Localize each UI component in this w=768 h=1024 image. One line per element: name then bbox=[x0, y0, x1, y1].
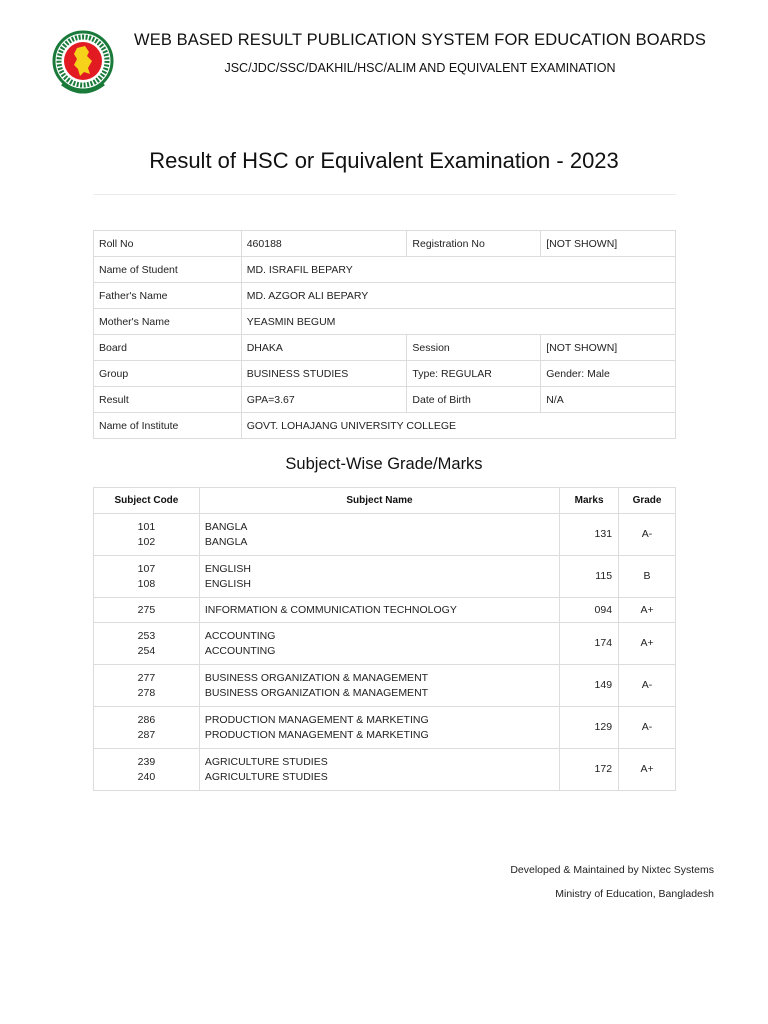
subject-code-cell bbox=[94, 665, 200, 707]
result-value: GPA=3.67 bbox=[241, 387, 407, 413]
grades-section-title: Subject-Wise Grade/Marks bbox=[285, 455, 483, 473]
session-label: Session bbox=[407, 335, 541, 361]
grade-cell: A- bbox=[619, 707, 676, 749]
subject-code-cell bbox=[94, 556, 200, 598]
table-row bbox=[94, 623, 676, 665]
government-seal-icon bbox=[52, 28, 114, 102]
info-row-result bbox=[94, 387, 676, 413]
info-row-board bbox=[94, 335, 676, 361]
subject-name-cell bbox=[199, 749, 559, 791]
subject-code: 108 bbox=[137, 577, 156, 590]
page-title: Result of HSC or Equivalent Examination - 2023 bbox=[149, 148, 619, 173]
subject-code-cell bbox=[94, 707, 200, 749]
grades-body bbox=[94, 514, 676, 791]
subject-name-cell bbox=[199, 707, 559, 749]
roll-value: 460188 bbox=[241, 231, 407, 257]
subject-code: 253 bbox=[137, 629, 156, 642]
roll-label: Roll No bbox=[94, 231, 242, 257]
father-name-label: Father's Name bbox=[94, 283, 242, 309]
header-subject-code: Subject Code bbox=[94, 488, 200, 514]
subject-code: 286 bbox=[137, 713, 156, 726]
marks-cell: 149 bbox=[560, 665, 619, 707]
subject-name: ENGLISH bbox=[204, 577, 251, 590]
subject-code: 278 bbox=[137, 686, 156, 699]
table-row bbox=[94, 665, 676, 707]
grades-table bbox=[93, 487, 676, 791]
table-row bbox=[94, 556, 676, 598]
info-row-name bbox=[94, 257, 676, 283]
institute-label: Name of Institute bbox=[94, 413, 242, 439]
gender-value: Gender: Male bbox=[541, 361, 676, 387]
info-row-father bbox=[94, 283, 676, 309]
info-row-mother bbox=[94, 309, 676, 335]
info-row-institute bbox=[94, 413, 676, 439]
dob-label: Date of Birth bbox=[407, 387, 541, 413]
subject-code-cell bbox=[94, 623, 200, 665]
subject-code: 277 bbox=[137, 671, 156, 684]
header-marks: Marks bbox=[560, 488, 619, 514]
marks-cell: 131 bbox=[560, 514, 619, 556]
ministry-credit: Ministry of Education, Bangladesh bbox=[555, 888, 714, 900]
registration-label: Registration No bbox=[407, 231, 541, 257]
grade-cell: A- bbox=[619, 665, 676, 707]
student-name-label: Name of Student bbox=[94, 257, 242, 283]
father-name-value: MD. AZGOR ALI BEPARY bbox=[241, 283, 675, 309]
institute-value: GOVT. LOHAJANG UNIVERSITY COLLEGE bbox=[241, 413, 675, 439]
subject-code: 287 bbox=[137, 728, 156, 741]
table-row bbox=[94, 707, 676, 749]
group-label: Group bbox=[94, 361, 242, 387]
subject-code: 102 bbox=[137, 535, 156, 548]
grade-cell: A- bbox=[619, 514, 676, 556]
subject-name: AGRICULTURE STUDIES bbox=[204, 770, 328, 783]
subject-name-cell bbox=[199, 556, 559, 598]
student-name-value: MD. ISRAFIL BEPARY bbox=[241, 257, 675, 283]
subject-name-cell bbox=[199, 514, 559, 556]
grade-cell: B bbox=[619, 556, 676, 598]
subject-code: 239 bbox=[137, 755, 156, 768]
dob-value: N/A bbox=[541, 387, 676, 413]
subject-name: PRODUCTION MANAGEMENT & MARKETING bbox=[204, 713, 429, 726]
table-row bbox=[94, 514, 676, 556]
type-value: Type: REGULAR bbox=[407, 361, 541, 387]
site-title: WEB BASED RESULT PUBLICATION SYSTEM FOR EDUCATION BOARDS bbox=[134, 31, 706, 49]
marks-cell: 094 bbox=[560, 598, 619, 623]
table-row bbox=[94, 598, 676, 623]
subject-name: BUSINESS ORGANIZATION & MANAGEMENT bbox=[204, 671, 429, 684]
grades-header-row bbox=[94, 488, 676, 514]
board-label: Board bbox=[94, 335, 242, 361]
marks-cell: 172 bbox=[560, 749, 619, 791]
board-value: DHAKA bbox=[241, 335, 407, 361]
subject-name: BUSINESS ORGANIZATION & MANAGEMENT bbox=[204, 686, 429, 699]
subject-code: 107 bbox=[137, 562, 156, 575]
subject-code: 254 bbox=[137, 644, 156, 657]
registration-value: [NOT SHOWN] bbox=[541, 231, 676, 257]
subject-name: INFORMATION & COMMUNICATION TECHNOLOGY bbox=[204, 603, 457, 616]
site-subtitle: JSC/JDC/SSC/DAKHIL/HSC/ALIM AND EQUIVALENT EXAMINATION bbox=[224, 61, 616, 75]
marks-cell: 174 bbox=[560, 623, 619, 665]
subject-name: ACCOUNTING bbox=[204, 629, 276, 642]
subject-name-cell bbox=[199, 598, 559, 623]
subject-name: ENGLISH bbox=[204, 562, 251, 575]
marks-cell: 129 bbox=[560, 707, 619, 749]
grade-cell: A+ bbox=[619, 749, 676, 791]
grade-cell: A+ bbox=[619, 623, 676, 665]
header-grade: Grade bbox=[619, 488, 676, 514]
subject-name: ACCOUNTING bbox=[204, 644, 276, 657]
subject-code-cell bbox=[94, 514, 200, 556]
subject-name: PRODUCTION MANAGEMENT & MARKETING bbox=[204, 728, 429, 741]
divider bbox=[93, 194, 676, 195]
result-label: Result bbox=[94, 387, 242, 413]
subject-name-cell bbox=[199, 665, 559, 707]
student-info-table bbox=[93, 230, 676, 439]
table-row bbox=[94, 749, 676, 791]
subject-name: AGRICULTURE STUDIES bbox=[204, 755, 328, 768]
grade-cell: A+ bbox=[619, 598, 676, 623]
subject-code: 275 bbox=[137, 603, 156, 616]
info-row-group bbox=[94, 361, 676, 387]
group-value: BUSINESS STUDIES bbox=[241, 361, 407, 387]
subject-code: 101 bbox=[137, 520, 156, 533]
subject-code-cell bbox=[94, 598, 200, 623]
subject-code-cell bbox=[94, 749, 200, 791]
session-value: [NOT SHOWN] bbox=[541, 335, 676, 361]
marks-cell: 115 bbox=[560, 556, 619, 598]
subject-name: BANGLA bbox=[204, 520, 248, 533]
mother-name-value: YEASMIN BEGUM bbox=[241, 309, 675, 335]
subject-code: 240 bbox=[137, 770, 156, 783]
developer-credit: Developed & Maintained by Nixtec Systems bbox=[510, 864, 714, 876]
subject-name: BANGLA bbox=[204, 535, 248, 548]
header-subject-name: Subject Name bbox=[199, 488, 559, 514]
info-row-roll bbox=[94, 231, 676, 257]
subject-name-cell bbox=[199, 623, 559, 665]
mother-name-label: Mother's Name bbox=[94, 309, 242, 335]
